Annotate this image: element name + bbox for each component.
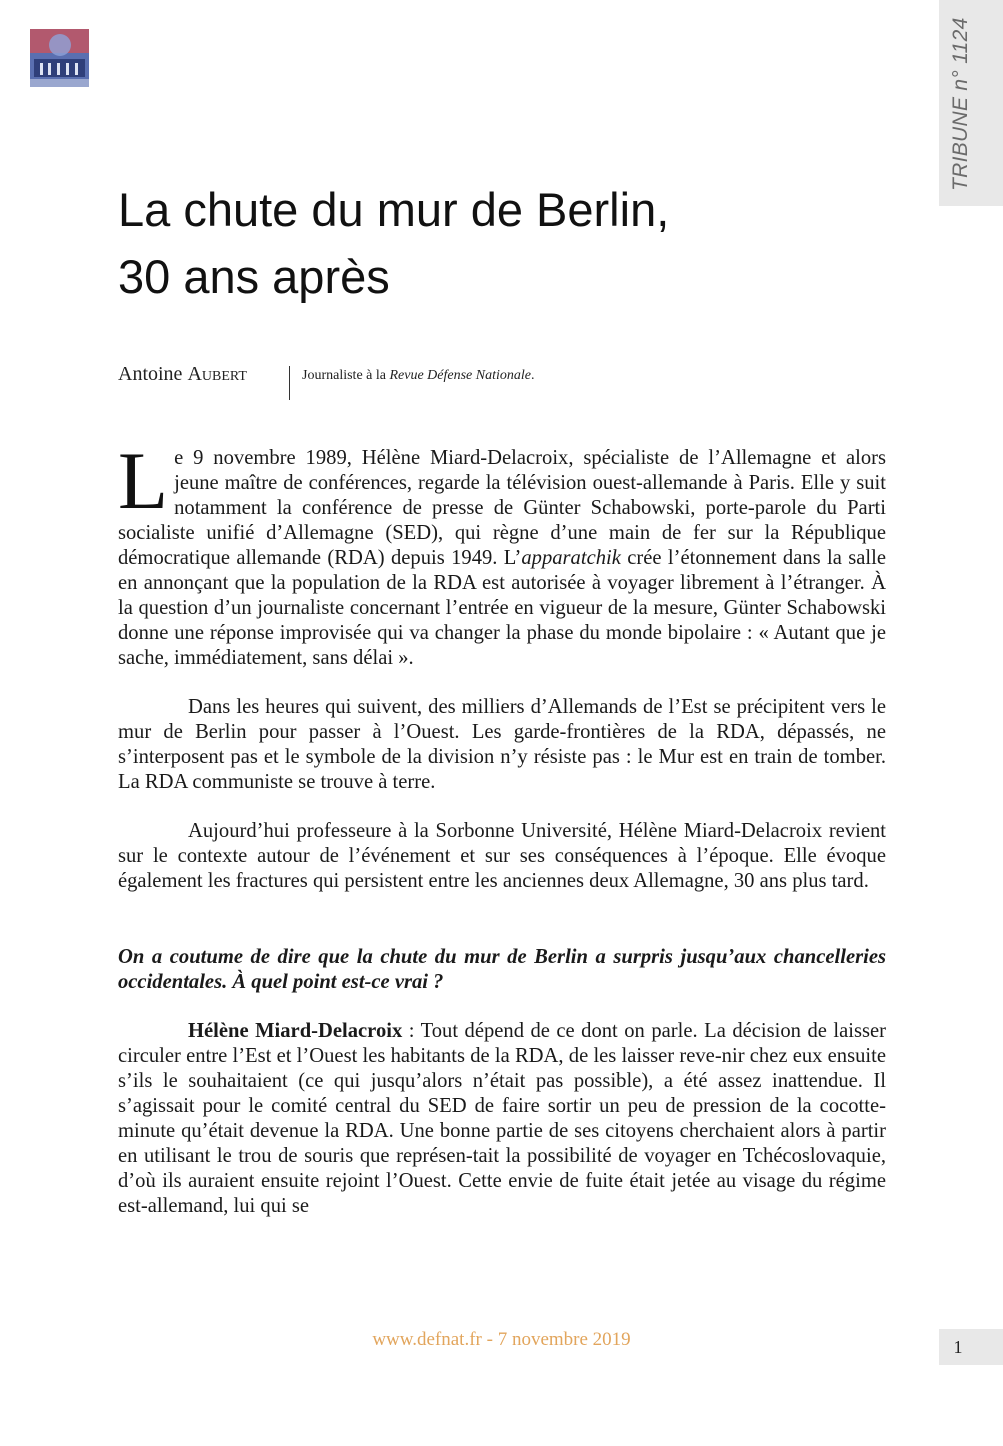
title-line-1: La chute du mur de Berlin, (118, 183, 670, 236)
interview-question: On a coutume de dire que la chute du mur de Berlin a surpris jusqu’aux chancelleries occidentales. À quel point est-ce vrai ? (118, 946, 886, 993)
author-name (118, 363, 247, 386)
paragraph-3: Aujourd’hui professeure à la Sorbonne Université, Hélène Miard-Delacroix revient sur le contexte autour de l’événement et sur ses conséquences à l’époque. Elle évoque également les fractures qui persistent entre les anciennes deux Allemagne, 30 ans plus tard. (118, 820, 886, 892)
drop-cap: L (118, 435, 169, 526)
page-title (118, 176, 898, 310)
tribune-number: TRIBUNE n° 1124 (949, 17, 972, 191)
author-role: Journaliste à la Revue Défense Nationale. (302, 368, 535, 383)
author-last-name: Aubert (187, 363, 247, 385)
answer-speaker: Hélène Miard-Delacroix (188, 1020, 403, 1042)
author-first-name: Antoine (118, 363, 188, 385)
emphasis-apparatchik: apparatchik (521, 547, 621, 569)
intro-paragraph: Le 9 novembre 1989, Hélène Miard-Delacroix, spécialiste de l’Allemagne et alors jeune maître de conférences, regarde la télévision ouest-allemande à Paris. Elle y suit notamment la conférence de presse de Günter Schabowski, porte-parole du Parti socialiste unifié d’Allemagne (SED), qui règne d’une main de fer sur la République démocratique allemande (RDA) depuis 1949. L’apparatchik crée l’étonnement dans la salle en annonçant que la population de la RDA est autorisée à voyager librement à l’étranger. À la question d’un journaliste concernant l’entrée en vigueur de la mesure, Günter Schabowski donne une réponse improvisée qui va changer la phase du monde bipolaire : « Autant que je sache, immédiatement, sans délai ». (118, 435, 886, 669)
article-body (118, 435, 886, 1243)
paragraph-2: Dans les heures qui suivent, des milliers d’Allemands de l’Est se précipitent vers le mur de Berlin pour passer à l’Ouest. Les garde-frontières de la RDA, dépassés, ne s’interposent pas et le symbole de la division n’y résiste pas : le Mur est en train de tomber. La RDA communiste se trouve à terre. (118, 696, 886, 793)
defense-nationale-logo-icon (30, 29, 89, 87)
publication-name: Revue Défense Nationale (389, 368, 531, 383)
author-divider (289, 366, 290, 400)
footer-source: www.defnat.fr - 7 novembre 2019 (372, 1329, 631, 1350)
title-line-2: 30 ans après (118, 250, 390, 303)
page-number: 1 (953, 1337, 963, 1357)
interview-answer: Hélène Miard-Delacroix : Tout dépend de ce dont on parle. La décision de laisser circuler entre l’Est et l’Ouest les habitants de la RDA, de les laisser reve-nir chez eux ensuite s’ils le souhaitaient (ce qui jusqu’alors n’était pas possible), a été assez inattendue. Il s’agissait pour le comité central du SED de faire sortir un peu de pression de la cocotte-minute qu’était devenue la RDA. Une bonne partie de ses citoyens cherchaient alors à partir en utilisant le trou de souris que représen-tait la possibilité de voyager en Tchécoslovaquie, d’où ils auraient ensuite rejoint l’Ouest. Cette envie de fuite était jetée au visage du régime est-allemand, lui qui se (118, 1020, 886, 1217)
